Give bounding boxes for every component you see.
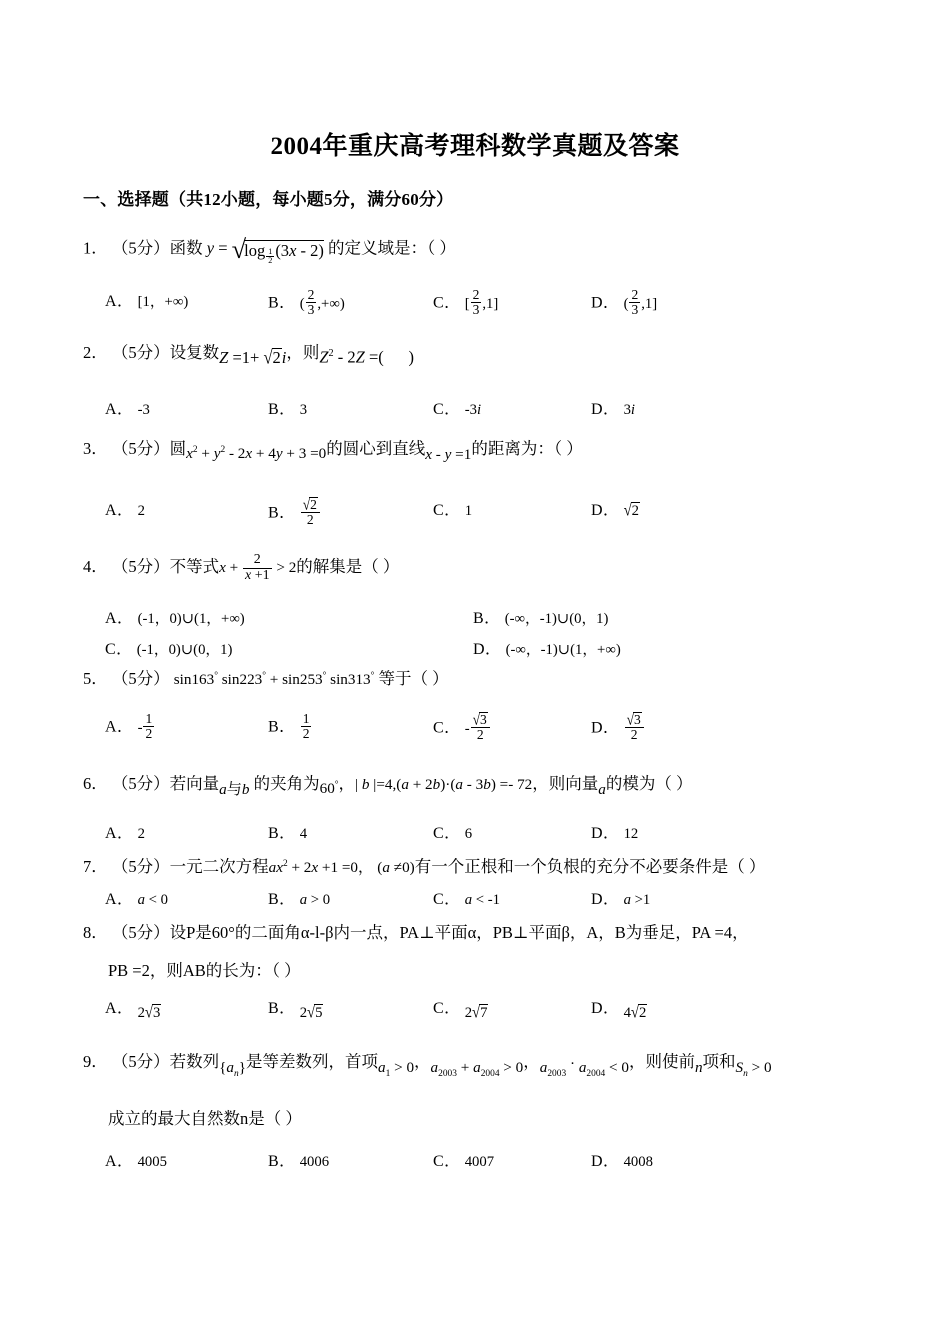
partial-sum-formula: $S_n > 0$ xyxy=(735,1058,772,1079)
stem-part-1: 若数列 xyxy=(169,1052,220,1071)
option-b[interactable]: B． (-∞，-1)∪(0，1) xyxy=(473,610,609,627)
option-b[interactable]: B． 3 xyxy=(268,401,308,418)
question-number: 8． xyxy=(83,923,108,942)
question-formula-2: (a ≠0) xyxy=(377,859,415,876)
question-number: 9． xyxy=(83,1052,108,1071)
question-stem-prefix: 若向量 xyxy=(169,774,220,793)
question-number: 4． xyxy=(83,556,108,576)
option-a[interactable]: A． 2 xyxy=(105,502,145,519)
question-number: 7． xyxy=(83,857,108,876)
question-formula-1: Z =1+ √2i xyxy=(219,346,287,369)
question-5 xyxy=(83,670,913,689)
option-b[interactable]: B． $\frac{√2}{2}$ xyxy=(268,497,321,527)
question-stem-suffix: 的定义域是：（ ） xyxy=(328,238,456,258)
option-a[interactable]: A． 2 xyxy=(105,825,145,842)
first-term-formula: $a_1 > 0$ xyxy=(378,1058,415,1079)
question-formula-1: $ax^2 + 2x +1 =0$， xyxy=(268,858,374,876)
options-8 xyxy=(83,995,913,1029)
option-a[interactable]: A． -3 xyxy=(105,401,150,418)
option-a[interactable]: A． a < 0 xyxy=(105,891,168,908)
option-d[interactable]: D． √2 xyxy=(591,501,639,521)
radical-icon: √log $_{\frac{1}{2}}$ (3x - 2) xyxy=(231,233,324,266)
question-number: 5． xyxy=(83,669,108,688)
question-stem-prefix: 一元二次方程 xyxy=(169,857,269,876)
option-d[interactable]: D． (-∞，-1)∪(1，+∞) xyxy=(473,641,621,658)
question-formula: y xyxy=(206,238,215,258)
option-c[interactable]: C． a < -1 xyxy=(433,891,500,908)
stem-part-6: 项和 xyxy=(702,1052,736,1071)
option-b[interactable]: B． 4 xyxy=(268,825,308,842)
question-stem-line-1: 设P是60°的二面角α-l-β内一点，PA⊥平面α，PB⊥平面β，A，B为垂足，PA =4， xyxy=(169,923,749,942)
question-formula: x + $\frac{2}{x +1}$ > 2 xyxy=(219,552,297,583)
question-stem-mid-1: 的夹角为 xyxy=(253,774,320,793)
question-stem-mid: 的圆心到直线 xyxy=(326,439,426,458)
question-stem-mid-2: ，则向量 xyxy=(532,774,599,793)
question-formula: sin163° sin223° + sin253° sin313° xyxy=(173,670,375,688)
question-3 xyxy=(83,440,913,463)
question-stem-suffix: 有一个正根和一个负根的充分不必要条件是（ ） xyxy=(414,857,766,876)
question-stem-line-2: PB =2，则AB的长为：（ ） xyxy=(108,961,301,980)
options-9 xyxy=(83,1148,913,1182)
option-d[interactable]: D． 4008 xyxy=(591,1153,653,1170)
question-stem-prefix: 设复数 xyxy=(169,343,220,362)
options-2 xyxy=(83,396,913,430)
question-stem-suffix: 的距离为：（ ） xyxy=(471,439,583,458)
question-formula-2: 60° xyxy=(319,780,339,798)
question-4 xyxy=(83,553,913,583)
question-number: 6． xyxy=(83,774,108,793)
option-c[interactable]: C． 2√7 xyxy=(433,1000,488,1023)
option-a[interactable]: A． - $\frac{1}{2}$ xyxy=(105,711,153,742)
option-d[interactable]: D． ( $\frac{2}{3}$ ,1] xyxy=(591,287,658,318)
option-b[interactable]: B． a > 0 xyxy=(268,891,331,908)
question-stem-suffix: 等于（ ） xyxy=(378,669,449,688)
question-score: （5分） xyxy=(111,343,170,362)
options-5 xyxy=(83,712,913,746)
question-number: 2． xyxy=(83,343,108,362)
question-stem-suffix: 的模为（ ） xyxy=(605,774,693,793)
question-score: （5分） xyxy=(111,923,170,942)
question-2 xyxy=(83,344,913,368)
question-stem-prefix: 不等式 xyxy=(169,556,220,576)
question-score: （5分） xyxy=(111,439,170,458)
option-c[interactable]: C． (-1，0)∪(0，1) xyxy=(105,641,233,658)
option-a[interactable]: A． 4005 xyxy=(105,1153,167,1170)
options-4-row2 xyxy=(83,636,913,670)
option-c[interactable]: C． 1 xyxy=(433,502,473,519)
option-a[interactable]: A． [1，+∞) xyxy=(105,293,189,310)
option-b[interactable]: B． $\frac{1}{2}$ xyxy=(268,711,310,742)
option-b[interactable]: B． ( $\frac{2}{3}$ ,+∞) xyxy=(268,287,345,318)
options-4-row1 xyxy=(83,605,913,639)
question-score: （5分） xyxy=(111,1052,170,1071)
sum-formula: $a_{2003} + a_{2004} > 0$ xyxy=(430,1058,524,1079)
question-9-line2 xyxy=(83,1110,913,1129)
options-1 xyxy=(83,288,913,322)
question-1: 1． （5分）函数 y = √log $_{\frac{1}{2}}$ (3x - 2) 的定义域是：（ ） xyxy=(83,233,456,266)
question-score: （5分） xyxy=(111,556,170,576)
question-stem-mid: ，则 xyxy=(286,343,320,362)
option-d[interactable]: D． 3i xyxy=(591,401,636,418)
question-stem-prefix: 函数 xyxy=(169,238,203,258)
option-a[interactable]: A． 2√3 xyxy=(105,1000,161,1023)
question-number: 1． xyxy=(83,238,108,258)
option-c[interactable]: C． -3i xyxy=(433,401,482,418)
question-8-line2 xyxy=(83,962,913,981)
option-c[interactable]: C． 4007 xyxy=(433,1153,495,1170)
question-stem-suffix: 的解集是（ ） xyxy=(296,556,400,576)
page-title: 2004年重庆高考理科数学真题及答案 xyxy=(270,133,680,160)
options-7 xyxy=(83,886,913,920)
question-stem-prefix: 圆 xyxy=(169,439,187,458)
stem-part-2: 是等差数列，首项 xyxy=(246,1052,379,1071)
option-d[interactable]: D． $\frac{√3}{2}$ xyxy=(591,712,645,742)
sequence-formula: $\{a_n\}$ xyxy=(219,1058,247,1079)
question-7 xyxy=(83,858,913,877)
question-formula-4: a xyxy=(598,780,606,798)
n-symbol: n xyxy=(694,1058,703,1076)
options-3 xyxy=(83,497,913,531)
product-formula: $a_{2003} \cdot a_{2004} < 0$ xyxy=(539,1054,629,1079)
option-c[interactable]: C． - $\frac{√3}{2}$ xyxy=(433,712,491,742)
question-formula-3: | b |=4,(a + 2b)·(a - 3b) =- 72 xyxy=(355,776,533,793)
question-formula-2: $Z^2 - 2Z$ =( ) xyxy=(319,347,414,367)
option-c[interactable]: C． 6 xyxy=(433,825,473,842)
question-stem-line-2: 成立的最大自然数n是（ ） xyxy=(108,1109,302,1128)
stem-part-5: ，则使前 xyxy=(628,1052,695,1071)
option-b[interactable]: B． 2√5 xyxy=(268,1000,323,1023)
question-score: （5分） xyxy=(111,774,170,793)
question-formula-2: x - y =1 xyxy=(425,445,472,463)
question-score: （5分） xyxy=(111,669,170,688)
question-number: 3． xyxy=(83,439,108,458)
stem-part-3: ， xyxy=(414,1052,431,1071)
section-header: 一、选择题（共12小题，每小题5分，满分60分） xyxy=(83,190,454,209)
option-a[interactable]: A． (-1，0)∪(1，+∞) xyxy=(105,610,245,627)
option-c[interactable]: C． [ $\frac{2}{3}$ ,1] xyxy=(433,287,499,318)
option-d[interactable]: D． a >1 xyxy=(591,891,651,908)
option-b[interactable]: B． 4006 xyxy=(268,1153,330,1170)
question-8 xyxy=(83,924,913,943)
options-6 xyxy=(83,820,913,854)
question-score: （5分） xyxy=(111,857,170,876)
option-d[interactable]: D． 4√2 xyxy=(591,1000,647,1023)
question-formula-1: a与b xyxy=(219,780,250,798)
stem-part-4: ， xyxy=(523,1052,540,1071)
option-d[interactable]: D． 12 xyxy=(591,825,639,842)
question-9 xyxy=(83,1053,913,1079)
question-score: （5分） xyxy=(111,238,170,258)
question-formula-1: $x^2 + y^2 - 2x + 4y + 3 =0$ xyxy=(186,445,327,463)
question-6: 6． （5分）若向量a与b 的夹角为60°，| b |=4,(a + 2b)·(a - 3b) =- 72，则向量a的模为（ ） xyxy=(83,774,693,798)
